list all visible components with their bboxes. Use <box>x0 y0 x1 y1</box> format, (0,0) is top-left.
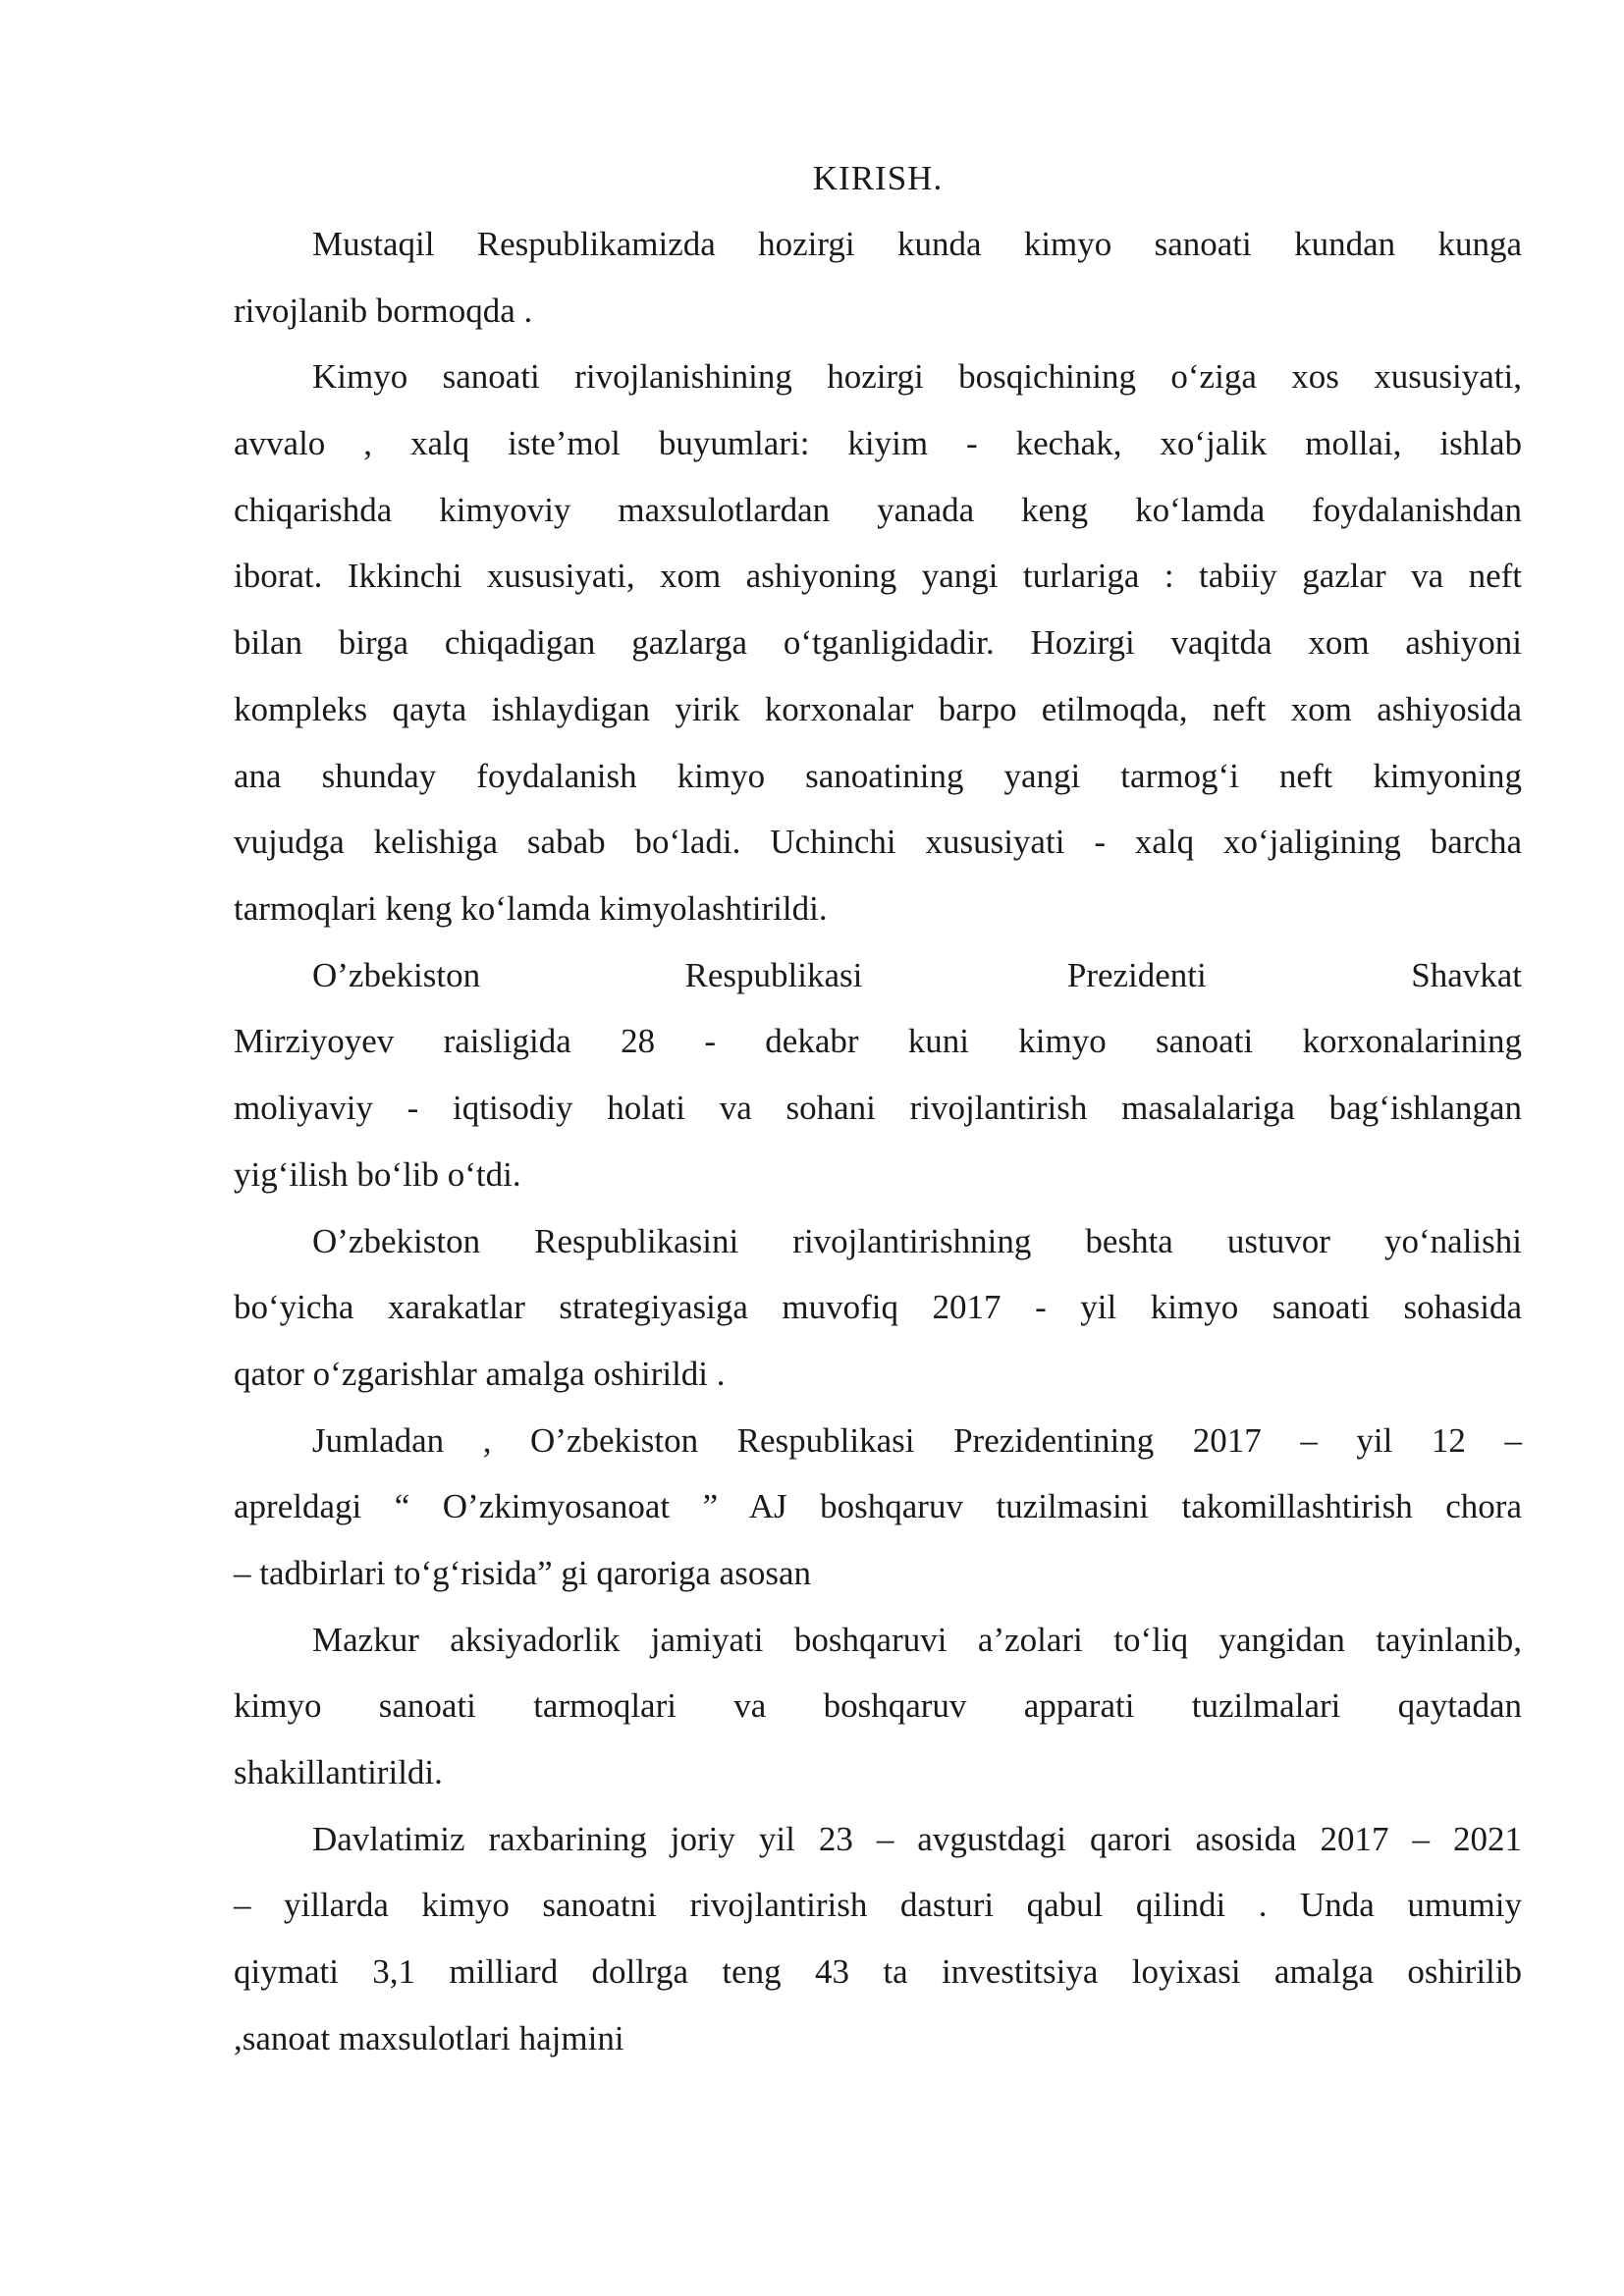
paragraph-line: bilan birga chiqadigan gazlarga o‘tganligidadir. Hozirgi vaqitda xom ashiyoni <box>234 623 1522 663</box>
paragraph-line: qator o‘zgarishlar amalga oshirildi . <box>234 1354 726 1393</box>
paragraph-line: Jumladan , O’zbekiston Respublikasi Prezidentining 2017 – yil 12 – <box>312 1420 1522 1460</box>
paragraph-line: apreldagi “ O’zkimyosanoat ” AJ boshqaruv tuzilmasini takomillashtirish chora <box>234 1487 1522 1526</box>
paragraph <box>234 344 1522 941</box>
paragraph <box>234 211 1522 344</box>
paragraph <box>234 1607 1522 1806</box>
paragraph-line: O’zbekiston Respublikasini rivojlantirishning beshta ustuvor yo‘nalishi <box>312 1221 1522 1260</box>
paragraph <box>234 1208 1522 1408</box>
paragraph-line: chiqarishda kimyoviy maxsulotlardan yanada keng ko‘lamda foydalanishdan <box>234 490 1522 529</box>
paragraph-line: tarmoqlari keng ko‘lamda kimyolashtirildi. <box>234 888 828 928</box>
paragraph-line: Kimyo sanoati rivojlanishining hozirgi bosqichining o‘ziga xos xususiyati, <box>312 357 1522 397</box>
paragraph-line: ana shunday foydalanish kimyo sanoatining yangi tarmog‘i neft kimyoning <box>234 756 1522 795</box>
paragraph-line: qiymati 3,1 milliard dollrga teng 43 ta investitsiya loyixasi amalga oshirilib <box>234 1952 1522 1992</box>
paragraph-line: bo‘yicha xarakatlar strategiyasiga muvofiq 2017 - yil kimyo sanoati sohasida <box>234 1288 1522 1327</box>
paragraph-line: Mirziyoyev raisligida 28 - dekabr kuni kimyo sanoati korxonalarining <box>234 1022 1522 1061</box>
paragraph-line: yig‘ilish bo‘lib o‘tdi. <box>234 1154 521 1194</box>
paragraph-line: O’zbekiston Respublikasi Prezidenti Shavkat <box>312 955 1522 994</box>
paragraph-line: iborat. Ikkinchi xususiyati, xom ashiyoning yangi turlariga : tabiiy gazlar va neft <box>234 557 1522 596</box>
paragraph-line: vujudga kelishiga sabab bo‘ladi. Uchinchi xususiyati - xalq xo‘jaligining barcha <box>234 823 1522 862</box>
paragraph-line: moliyaviy - iqtisodiy holati va sohani rivojlantirish masalalariga bag‘ishlangan <box>234 1089 1522 1128</box>
paragraph-line: avvalo , xalq iste’mol buyumlari: kiyim - kechak, xo‘jalik mollai, ishlab <box>234 424 1522 463</box>
paragraph <box>234 1408 1522 1607</box>
paragraph-line: – yillarda kimyo sanoatni rivojlantirish dasturi qabul qilindi . Unda umumiy <box>234 1886 1522 1925</box>
paragraph-line: rivojlanib bormoqda . <box>234 291 533 330</box>
paragraph <box>234 1806 1522 2072</box>
document-title: KIRISH. <box>812 159 944 197</box>
paragraph-line: – tadbirlari to‘g‘risida” gi qaroriga asosan <box>234 1553 811 1592</box>
paragraph-line: shakillantirildi. <box>234 1753 443 1792</box>
paragraph-line: Mustaqil Respublikamizda hozirgi kunda kimyo sanoati kundan kunga <box>312 225 1522 263</box>
paragraph-line: kompleks qayta ishlaydigan yirik korxonalar barpo etilmoqda, neft xom ashiyosida <box>234 689 1522 728</box>
paragraph-line: Mazkur aksiyadorlik jamiyati boshqaruvi a’zolari to‘liq yangidan tayinlanib, <box>312 1620 1522 1659</box>
paragraph-line: kimyo sanoati tarmoqlari va boshqaruv apparati tuzilmalari qaytadan <box>234 1686 1522 1726</box>
paragraph <box>234 942 1522 1208</box>
paragraph-line: ,sanoat maxsulotlari hajmini <box>234 2018 624 2057</box>
paragraph-line: Davlatimiz raxbarining joriy yil 23 – avgustdagi qarori asosida 2017 – 2021 <box>312 1819 1522 1858</box>
